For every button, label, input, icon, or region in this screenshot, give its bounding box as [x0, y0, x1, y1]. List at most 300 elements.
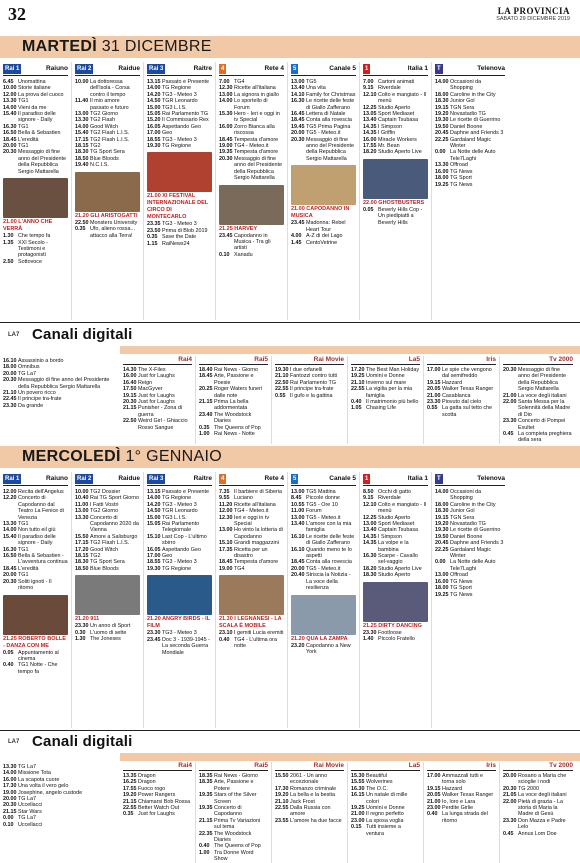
- program-time: 18.45: [291, 559, 305, 566]
- program-title: Daniel Boone: [450, 123, 483, 130]
- program-time: 15.40: [75, 130, 89, 137]
- program-row: [219, 111, 284, 124]
- program-row: [503, 399, 573, 418]
- program-title: Rai Parlamento TG: [162, 111, 209, 118]
- program-photo: [219, 185, 284, 225]
- program-time: 14.20: [147, 501, 161, 508]
- program-title: Family for Christmas: [306, 91, 356, 98]
- program-title: Bella & Sebastien: [18, 130, 61, 137]
- program-time: 16.25: [123, 779, 137, 786]
- program-title: TG5 Prima Pagina: [306, 123, 351, 130]
- channel-header: [219, 472, 284, 486]
- channel-column: [144, 472, 216, 728]
- program-time: 13.40: [363, 527, 377, 534]
- program-title: Uccellacci: [18, 821, 43, 828]
- channel-column: [144, 62, 216, 320]
- program-time: 13.05: [363, 111, 377, 118]
- program-time: 13.40: [291, 85, 305, 92]
- program-row: [219, 515, 284, 528]
- program-time: 15.20: [147, 117, 161, 124]
- program-time: 23.45: [219, 232, 233, 239]
- program-title: Uomini e Donne: [366, 373, 405, 380]
- program-row: [3, 111, 68, 124]
- program-time: 20.00: [291, 130, 305, 137]
- program-time: 20.30: [123, 399, 137, 406]
- program-time: 11.00: [75, 501, 89, 508]
- program-title: Aspettando Geo: [162, 123, 201, 130]
- program-row: [351, 386, 420, 399]
- program-title: Tra Donne Word Show: [214, 849, 254, 863]
- program-title: TG La7: [18, 764, 36, 770]
- program-time: 20.00: [503, 773, 517, 779]
- program-row: [219, 156, 284, 182]
- program-title: Josephine, angelo custode: [18, 789, 83, 796]
- channel-logo: 1: [365, 475, 369, 482]
- program-time: 21.00: [351, 811, 365, 818]
- photo-caption: 21.20 ANGRY BIRDS - IL FILM: [147, 616, 210, 630]
- program-row: [199, 412, 268, 425]
- program-row: [3, 662, 68, 675]
- program-title: Il regno perfetto: [366, 811, 404, 818]
- program-title: TG2: [90, 553, 101, 560]
- program-title: Messaggio di fine anno del Presidente della Repubblica Sergio Mattarella: [18, 149, 66, 175]
- program-title: Le ricette delle feste di Giallo Zafferano: [306, 98, 355, 111]
- program-time: 19.50: [435, 123, 449, 130]
- program-row: [435, 547, 505, 560]
- program-title: Santa Messa per la Solennità della Madre di Dio: [518, 399, 571, 418]
- program-title: Ufo, alieno rossa... attacco alla Terra!: [90, 226, 135, 239]
- program-title: Conta alla rovescia: [306, 559, 352, 566]
- program-photo: [363, 159, 428, 199]
- program-time: 23.35: [147, 221, 161, 228]
- digital-band-2: [0, 733, 580, 753]
- program-row: [199, 818, 268, 831]
- program-time: 23.10: [219, 630, 233, 637]
- program-time: 16.45: [291, 111, 305, 118]
- program-title: Concerto di Pompei Exultet: [518, 418, 566, 431]
- program-title: La voce degli italiani: [518, 392, 567, 399]
- program-row: [123, 405, 192, 418]
- program-row: [363, 540, 428, 553]
- program-title: A-Z di dei Lago: [306, 233, 343, 240]
- program-time: 16.30: [291, 98, 305, 105]
- program-time: 21.05: [503, 792, 517, 799]
- program-row: [363, 149, 428, 155]
- program-title: Riverdale: [378, 495, 401, 502]
- program-time: 17.15: [75, 136, 89, 143]
- program-title: La prova del cuoco: [18, 91, 64, 98]
- program-title: Good Witch: [90, 123, 119, 130]
- program-title: Xanadu: [234, 251, 253, 258]
- program-time: 12.30: [219, 514, 233, 521]
- program-row: [219, 98, 284, 111]
- program-title: Zorro Bianca alla riscossa: [234, 123, 275, 137]
- program-title: TG2 Flash L.I.S.: [90, 540, 130, 547]
- program-title: Daphne and Friends 3: [450, 130, 504, 137]
- program-time: 12.30: [219, 85, 233, 92]
- program-title: Quando meno te lo aspetti: [306, 546, 352, 560]
- program-time: 20.00: [3, 572, 17, 579]
- program-time: 23.50: [147, 227, 161, 234]
- program-time: 21.15: [123, 798, 137, 805]
- program-row: [363, 572, 428, 578]
- channel-logo: Rai 3: [149, 475, 164, 482]
- program-title: Just for Laughs: [138, 373, 175, 380]
- program-row: [363, 553, 428, 566]
- channel-header: [363, 62, 428, 76]
- program-title: TG2: [90, 143, 101, 150]
- program-row: [75, 98, 140, 111]
- program-row: [291, 137, 356, 163]
- channel-header: [147, 472, 212, 486]
- program-row: [3, 403, 115, 409]
- program-title: Vieni da me: [18, 104, 47, 111]
- program-time: 19.40: [75, 162, 89, 169]
- program-time: 19.50: [435, 533, 449, 540]
- program-title: Le spie che vengono dal semifreddo: [442, 367, 492, 380]
- program-title: L'eredità: [18, 136, 39, 143]
- program-title: XXI Secolo - Testimoni e protagonisti: [18, 239, 48, 259]
- program-time: 17.00: [147, 130, 161, 137]
- program-time: 19.30: [275, 367, 289, 373]
- program-title: Prima Tv Variazioni sul tema: [214, 817, 261, 831]
- program-title: Annus Lom Doe: [518, 830, 557, 837]
- program-title: La dottoressa dell'isola - Corsa contro il tempo: [90, 79, 130, 98]
- program-title: TG2 Flash L.I.S.: [90, 136, 130, 143]
- program-title: Colto e mangiato - Il menù: [378, 91, 427, 105]
- program-time: 19.15: [435, 514, 449, 521]
- program-time: 20.00: [3, 370, 17, 377]
- program-time: 15.05: [147, 111, 161, 118]
- program-time: 19.15: [123, 392, 137, 399]
- program-row: [291, 220, 356, 233]
- program-row: [435, 182, 505, 188]
- program-title: TG3 - Meteo 3: [162, 501, 197, 508]
- program-title: TG3 L.I.S.: [162, 514, 187, 521]
- channel-column: [432, 62, 508, 320]
- program-time: 17.20: [351, 367, 365, 373]
- program-title: TG Regione: [162, 495, 192, 502]
- program-time: 19.20: [435, 521, 449, 528]
- program-time: 22.00: [503, 798, 517, 805]
- program-time: 17.50: [123, 386, 137, 393]
- program-row: [75, 162, 140, 168]
- digital-title-2: Canali digitali: [32, 733, 133, 750]
- program-time: 0.35: [147, 234, 158, 241]
- program-title: TG4 - Meteo.it: [234, 143, 269, 150]
- program-row: [3, 650, 68, 663]
- program-title: Chasing Life: [366, 405, 396, 412]
- program-time: 10.00: [75, 489, 89, 495]
- program-title: Chiamarsi Bob Rossa: [138, 798, 191, 805]
- program-time: 20.30: [3, 802, 17, 809]
- program-time: 20.30: [3, 149, 17, 156]
- digital-channel-column: [196, 762, 272, 863]
- program-title: Fantozzi contro tutti: [290, 373, 338, 380]
- program-title: TG4: [234, 79, 245, 85]
- program-time: 22.55: [275, 386, 289, 393]
- program-title: Una volta il vero gelo: [18, 783, 69, 790]
- program-time: 23.45: [291, 220, 305, 227]
- program-time: 0.55: [427, 405, 438, 412]
- channel-logo: 4: [221, 65, 225, 72]
- program-time: 13.00: [363, 521, 377, 528]
- digital-channel-column: [272, 762, 348, 863]
- digital-channel-column: [120, 356, 196, 444]
- program-time: 23.30: [503, 418, 517, 425]
- program-time: 16.30: [351, 785, 365, 792]
- program-row: [199, 831, 268, 844]
- program-time: 13.40: [291, 521, 305, 528]
- program-title: Soliti ignoti - Il ritorno: [18, 578, 52, 592]
- program-row: [147, 637, 212, 656]
- program-row: [3, 495, 68, 521]
- program-title: TG5 Mattina: [306, 489, 336, 495]
- program-row: [275, 393, 344, 399]
- program-title: Rai News - Giorno: [214, 773, 259, 779]
- program-photo: [291, 165, 356, 205]
- program-row: [427, 773, 496, 786]
- program-title: La Notte delle Auto: [450, 559, 496, 566]
- program-title: TG News: [450, 578, 473, 585]
- program-time: 23.40: [199, 411, 213, 418]
- program-title: Save the Date: [162, 234, 197, 241]
- channel-logo: T: [437, 475, 441, 482]
- program-row: [291, 547, 356, 560]
- channel-name: Raitre: [193, 65, 212, 72]
- channel-logo: Rai 1: [5, 475, 20, 482]
- program-time: 16.10: [3, 358, 17, 364]
- program-row: [199, 779, 268, 792]
- program-title: La Notte delle Auto: [450, 149, 496, 156]
- program-title: TG La7: [18, 796, 36, 803]
- program-time: 19.25: [351, 373, 365, 380]
- program-row: [75, 636, 140, 642]
- program-title: TG2 Giorno: [90, 111, 119, 118]
- program-time: 19.20: [275, 792, 289, 799]
- digital-channel-column: [120, 762, 196, 863]
- program-title: Ricette all'italiana: [234, 85, 276, 92]
- program-time: 19.15: [435, 104, 449, 111]
- program-title: Caroline in the City: [450, 91, 496, 98]
- program-title: Prima di Blob 2019: [162, 227, 208, 234]
- photo-caption: 21.30 I LEGNANESI - LA SCALA È MOBILE: [219, 616, 282, 630]
- program-title: TG3 - Meteo 3: [162, 136, 197, 143]
- program-time: 9.15: [363, 495, 374, 502]
- program-time: 14.35: [363, 130, 377, 137]
- program-title: Dalla Russia con amore: [290, 805, 331, 818]
- program-title: TG News: [450, 181, 473, 188]
- program-row: [291, 534, 356, 547]
- program-time: 13.30: [75, 514, 89, 521]
- program-time: 13.40: [363, 117, 377, 124]
- channel-logo: 5: [293, 475, 297, 482]
- program-time: 17.30: [275, 785, 289, 792]
- program-time: 19.20: [435, 111, 449, 118]
- program-row: [435, 592, 505, 598]
- program-time: 0.35: [75, 226, 86, 233]
- program-row: [503, 367, 573, 393]
- program-title: Arte, Passione e Poesie: [214, 373, 254, 386]
- program-time: 17.20: [75, 546, 89, 553]
- program-time: 12.25: [363, 514, 377, 521]
- program-row: [427, 405, 496, 418]
- program-title: TG4: [234, 565, 245, 572]
- program-title: Sport Mediaset: [378, 521, 415, 528]
- program-title: I Fatti Vostri: [90, 501, 119, 508]
- program-time: 18.00: [435, 91, 449, 98]
- program-time: 18.45: [291, 117, 305, 124]
- program-title: Ammazzali tutti e torna solo: [442, 773, 484, 786]
- channel-name: Raidue: [118, 475, 140, 482]
- program-time: 0.00: [435, 149, 446, 156]
- program-title: Un natale di mille colori: [366, 792, 408, 805]
- program-title: Don Mazza e Padre Lelo: [518, 817, 566, 831]
- program-time: 21.15: [199, 817, 213, 824]
- program-time: 1.00: [199, 431, 210, 438]
- program-photo: [3, 178, 68, 218]
- channel-header: [147, 62, 212, 76]
- photo-caption: 21.25 HARVEY: [219, 225, 258, 232]
- program-time: 21.15: [3, 808, 17, 815]
- program-title: Il paradiso delle signore - Daily: [18, 111, 56, 124]
- program-title: Doc 3 - 1939-1945 - La seconda Guerra Mondiale: [162, 636, 210, 656]
- program-title: The X-Files: [138, 367, 166, 373]
- program-row: [219, 547, 284, 560]
- program-time: 17.35: [219, 546, 233, 553]
- program-time: 16.00: [435, 168, 449, 175]
- program-time: 7.00: [363, 79, 374, 85]
- program-time: 19.45: [291, 123, 305, 130]
- program-title: Il paradiso delle signore - Daily: [18, 533, 56, 547]
- program-row: [199, 805, 268, 818]
- program-title: Appuntamento al cinema: [18, 649, 59, 662]
- program-time: 16.05: [147, 123, 161, 130]
- page-number: 32: [8, 4, 26, 24]
- program-time: 1.40: [363, 636, 374, 643]
- digital-channel-column: [424, 762, 500, 863]
- program-time: 16.40: [123, 379, 137, 386]
- program-time: 13.00: [75, 111, 89, 118]
- day-title-2: [22, 448, 222, 466]
- program-title: Luciano: [234, 495, 253, 502]
- digital-channel-column: [196, 356, 272, 444]
- program-time: 23.30: [75, 623, 89, 630]
- program-time: 19.00: [3, 789, 17, 796]
- program-title: Rai Parlamento TG: [290, 379, 337, 386]
- program-title: I Simpson: [378, 123, 402, 130]
- program-row: [199, 431, 268, 437]
- program-title: Striscia la Notizia - La voce della resilienza: [306, 572, 351, 592]
- photo-caption: 22.00 GHOSTBUSTERS: [363, 199, 425, 206]
- program-title: The Woodstock Diaries: [214, 830, 252, 844]
- program-time: 4.00: [291, 233, 302, 240]
- program-time: 21.00: [427, 798, 441, 805]
- program-time: 20.40: [291, 572, 305, 579]
- program-title: Ho vinto la lotteria di Capodanno: [234, 527, 283, 540]
- program-row: [503, 418, 573, 431]
- program-title: Occhi di gatto: [378, 489, 411, 495]
- channel-column: [0, 472, 72, 728]
- program-title: TG5: [306, 79, 317, 85]
- digital-channel-column: [348, 762, 424, 863]
- program-title: Rai Parlamento Telegiornale: [162, 521, 200, 534]
- program-title: TG1: [18, 143, 29, 150]
- program-title: Passato e Presente: [162, 489, 210, 495]
- program-title: La voce degli italiani: [518, 792, 567, 799]
- program-time: 14.00: [435, 79, 449, 85]
- program-title: Stars of the Silver Screen: [214, 792, 257, 805]
- program-title: Dragon: [138, 773, 156, 779]
- program-title: TG News: [450, 591, 473, 598]
- program-title: La lunga strada del ritorno: [442, 811, 488, 824]
- program-title: Forum: [306, 508, 322, 515]
- program-time: 18.45: [3, 136, 17, 143]
- program-time: 14.50: [147, 508, 161, 515]
- program-title: Messaggio di fine anno del Presidente della Repubblica Sergio Mattarella: [518, 367, 566, 393]
- program-time: 18.15: [75, 553, 89, 560]
- program-time: 14.00: [219, 98, 233, 105]
- program-title: TG Sport Sera: [90, 149, 125, 156]
- program-title: Piovuto dal cielo: [442, 399, 482, 406]
- program-title: TG2 Dossier: [90, 489, 121, 495]
- program-time: 10.00: [3, 85, 17, 92]
- photo-caption: 21.20 GLI ARISTOGATTI: [75, 212, 138, 219]
- program-row: [291, 240, 356, 246]
- program-title: Pietà di grazia - La storia di Maria la Madre di Gesù: [518, 798, 563, 818]
- program-title: Weird Girl - Ghiaccio Rosso Sangue: [138, 418, 188, 431]
- channel-column: [360, 472, 432, 728]
- program-time: 0.35: [123, 811, 134, 818]
- channel-header: [75, 472, 140, 486]
- day-name-2: MERCOLEDÌ: [22, 448, 121, 465]
- program-title: TG4 - L'ultima ora notte: [234, 636, 277, 650]
- program-time: 19.00: [219, 565, 233, 572]
- channel-header: [291, 62, 356, 76]
- program-title: Il mio amore passato e futuro: [90, 98, 129, 111]
- program-time: 22.35: [199, 830, 213, 837]
- program-row: [199, 850, 268, 863]
- program-time: 18.55: [147, 136, 161, 143]
- program-title: TG1: [18, 521, 29, 528]
- program-title: Last Cop - L'ultimo sbirro: [162, 533, 207, 547]
- program-time: 23.45: [147, 636, 161, 643]
- program-time: 20.30: [503, 367, 517, 373]
- program-title: Offroad: [450, 572, 468, 579]
- program-time: 19.00: [219, 143, 233, 150]
- program-photo: [147, 575, 212, 615]
- program-title: Daniel Boone: [450, 533, 483, 540]
- program-title: Footloose: [378, 629, 402, 636]
- program-title: Just for Laughs: [138, 392, 175, 399]
- program-time: 19.30: [147, 143, 161, 150]
- program-time: 14.00: [147, 85, 161, 92]
- program-time: 13.00: [219, 91, 233, 98]
- program-time: 0.30: [75, 629, 86, 636]
- program-time: 17.00: [147, 553, 161, 560]
- program-time: 22.55: [123, 805, 137, 812]
- program-title: Inverno sul mare: [366, 379, 407, 386]
- program-title: Jack Frost: [290, 798, 315, 805]
- program-row: [3, 259, 68, 265]
- program-title: Novastadio TG: [450, 111, 486, 118]
- channel-logo: 5: [293, 65, 297, 72]
- program-title: I gemiti Lucia eremiti: [234, 630, 284, 637]
- program-row: [275, 805, 344, 818]
- program-title: Io, loro e Lara: [442, 798, 476, 805]
- program-title: Romanzo criminale: [290, 785, 337, 792]
- channel-name: Raiuno: [45, 475, 68, 482]
